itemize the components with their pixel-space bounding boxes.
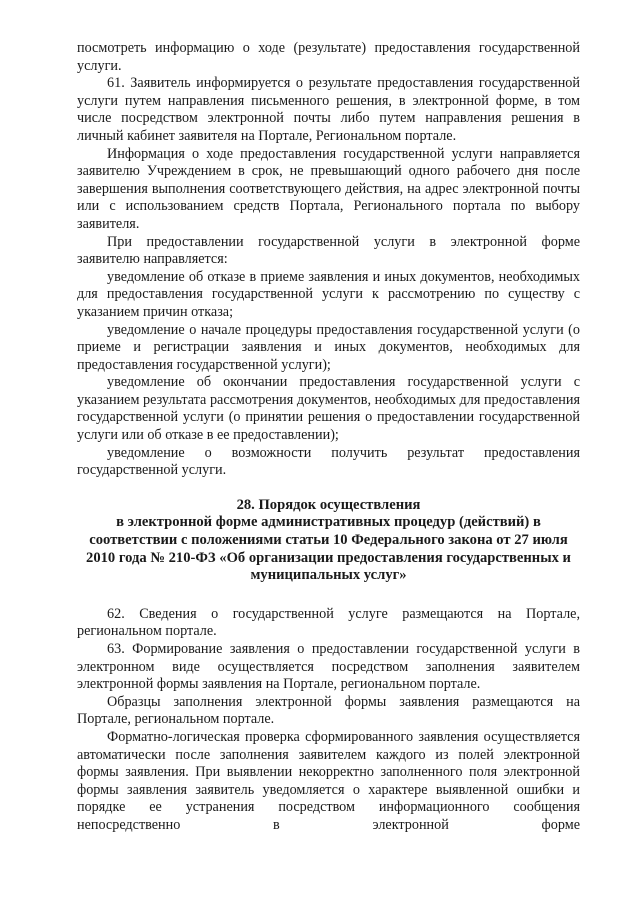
section-heading-line: соответствии с положениями статьи 10 Федерального закона от 27 июля [89, 532, 568, 549]
paragraph-information-progress: Информация о ходе предоставления государственной услуги направляется заявителю Учреждением в срок, не превышающий одного рабочего дня после завершения выполнения соответствующего действия, на адрес электронной почты или с использованием средств Портала, Регионального портала по выбору заявителя. [77, 145, 580, 232]
paragraph-61: 61. Заявитель информируется о результате предоставления государственной услуги путем направления письменного решения, в электронной форме, в том числе посредством электронной почты либо путем направления решения в личный кабинет заявителя на Портале, Региональном портале. [77, 75, 580, 144]
section-heading-line: муниципальных услуг» [250, 567, 407, 584]
paragraph-62: 62. Сведения о государственной услуге размещаются на Портале, региональном портале. [77, 605, 580, 640]
document-page [77, 40, 580, 835]
section-heading [77, 497, 580, 585]
section-heading-line: 28. Порядок осуществления [236, 496, 421, 513]
paragraph-format-check: Форматно-логическая проверка сформированного заявления осуществляется автоматически после заполнения заявителем каждого из полей электронной формы заявления. При выявлении некорректно заполненного поля электронной формы заявления заявитель уведомляется о характере выявленной ошибки и порядке ее устранения посредством информационного сообщения непосредственно в электронной форме [77, 728, 580, 833]
list-item-completion-notice: уведомление об окончании предоставления государственной услуги с указанием результата рассмотрения документов, необходимых для предоставления государственной услуги (о принятии решения о предоставлении государственной услуги или об отказе в ее предоставлении); [77, 374, 580, 444]
list-item-start-notice: уведомление о начале процедуры предоставления государственной услуги (о приеме и регистрации заявления и иных документов, необходимых для предоставления государственной услуги); [77, 321, 580, 373]
section-spacer [77, 585, 580, 606]
paragraph-63: 63. Формирование заявления о предоставлении государственной услуги в электронном виде осуществляется посредством заполнения заявителем электронной формы заявления на Портале, региональном портале. [77, 641, 580, 693]
list-item-result-availability-notice: уведомление о возможности получить результат предоставления государственной услуги. [77, 444, 580, 479]
section-heading-line: 2010 года № 210-ФЗ «Об организации предоставления государственных и [86, 549, 571, 566]
paragraph-form-samples: Образцы заполнения электронной формы заявления размещаются на Портале, региональном портале. [77, 693, 580, 728]
section-heading-line: в электронной форме административных процедур (действий) в [116, 514, 541, 531]
paragraph-electronic-notifications-intro: При предоставлении государственной услуги в электронной форме заявителю направляется: [77, 233, 580, 268]
list-item-refusal-notice: уведомление об отказе в приеме заявления и иных документов, необходимых для предоставления государственной услуги к рассмотрению по существу с указанием причин отказа; [77, 268, 580, 320]
paragraph-continuation: посмотреть информацию о ходе (результате) предоставления государственной услуги. [77, 40, 580, 74]
